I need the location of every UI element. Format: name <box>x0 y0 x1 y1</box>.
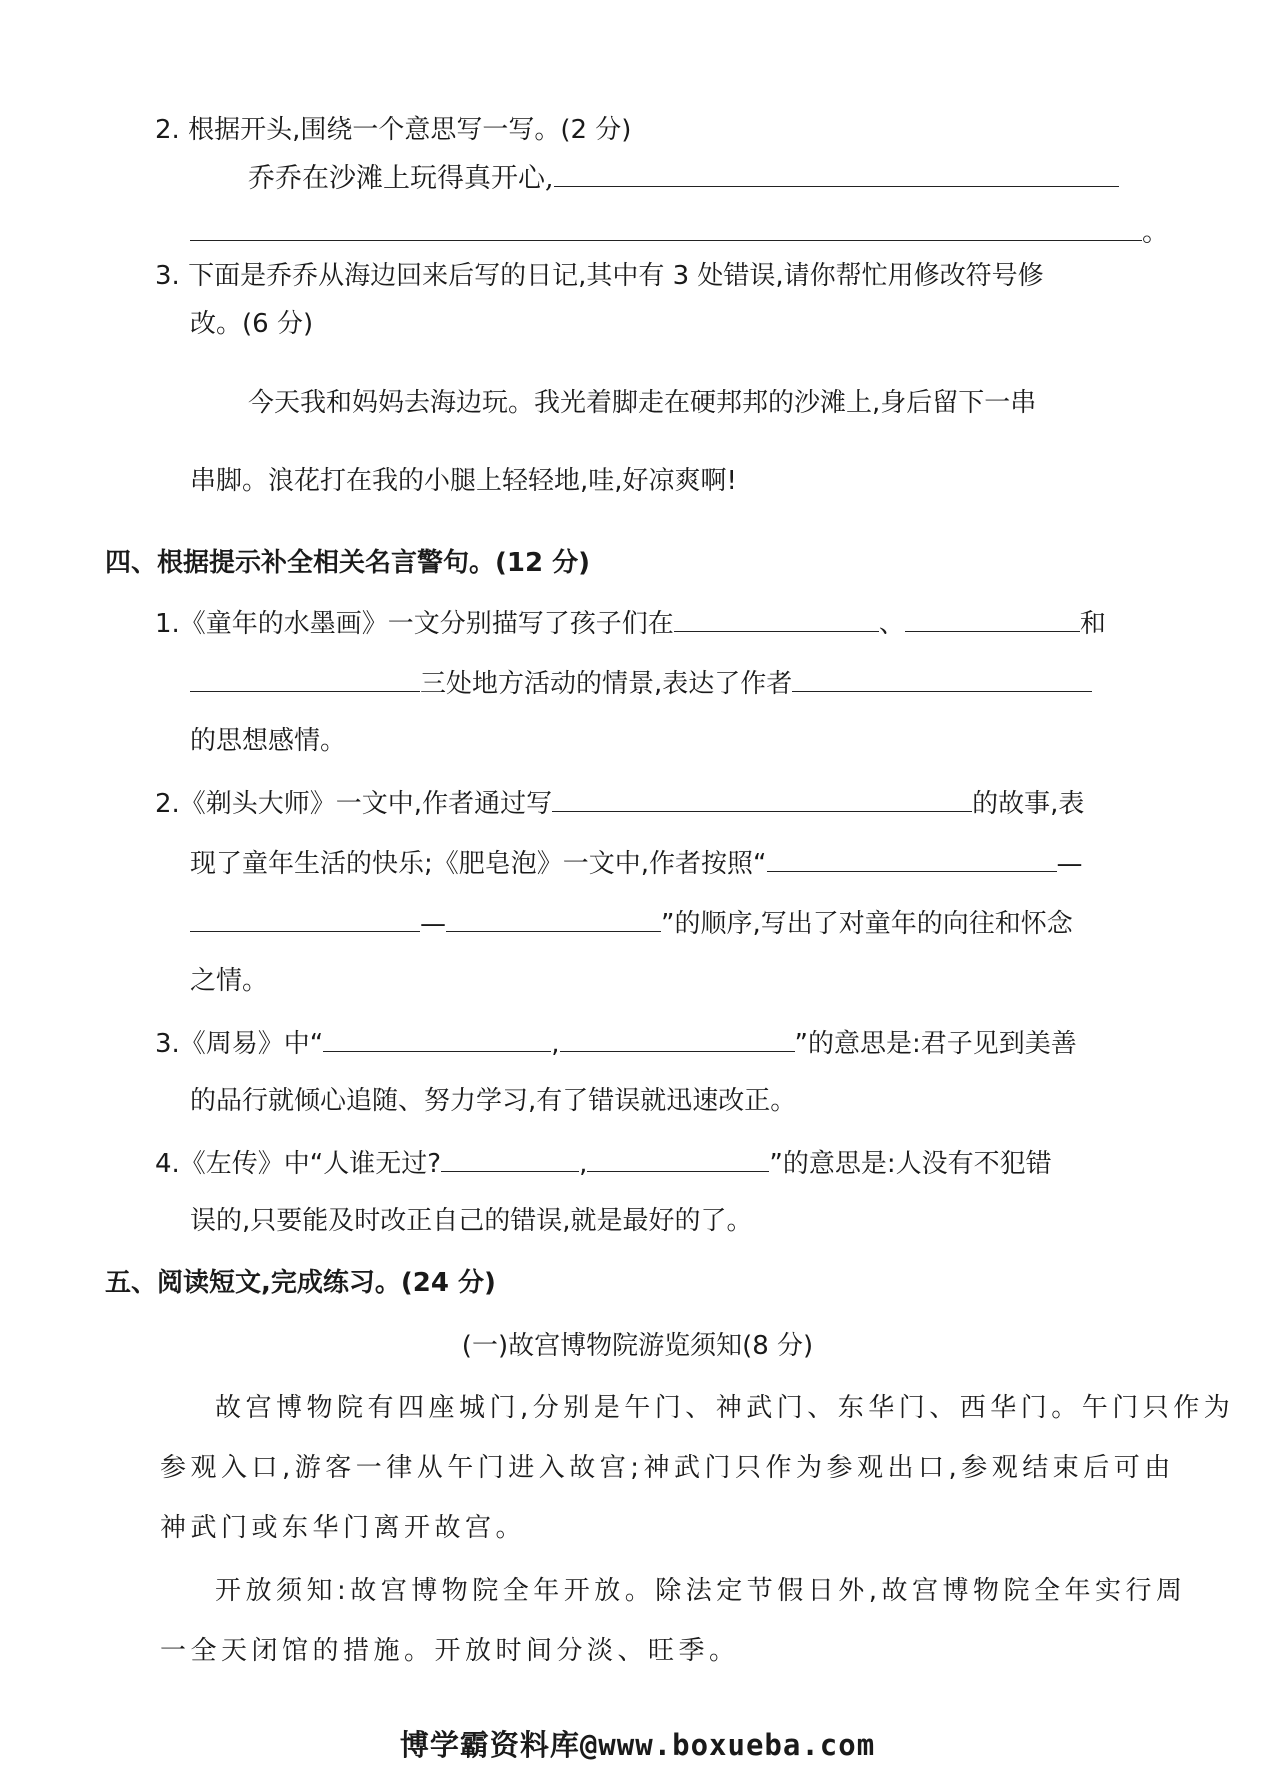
s4-q4-text-a: 4.《左传》中“人谁无过? <box>155 1149 442 1179</box>
q2-answer-blank-1[interactable] <box>554 158 1119 187</box>
reading-p1-line1: 故宫博物院有四座城门,分别是午门、神武门、东华门、西华门。午门只作为 <box>215 1393 1235 1423</box>
s4-q1-line3: 的思想感情。 <box>190 726 347 756</box>
reading-p2-line2: 一全天闭馆的措施。开放时间分淡、旺季。 <box>160 1636 740 1666</box>
watermark: 博学霸资料库@www.boxueba.com <box>399 1728 876 1762</box>
s4-q2-blank-1[interactable] <box>552 783 972 812</box>
s4-q2-text-b: 的故事,表 <box>972 789 1085 819</box>
q3-title-2: 改。(6 分) <box>190 309 314 339</box>
s4-q3-blank-1[interactable] <box>323 1023 551 1052</box>
q2-prompt: 乔乔在沙滩上玩得真开心, <box>248 163 554 194</box>
section5-subtitle: (一)故宫博物院游览须知(8 分) <box>461 1331 814 1361</box>
s4-q3-line1 <box>155 1023 1077 1062</box>
s4-q4-line2: 误的,只要能及时改正自己的错误,就是最好的了。 <box>190 1206 753 1236</box>
section5-heading: 五、阅读短文,完成练习。(24 分) <box>105 1268 496 1298</box>
s4-q2-line3 <box>190 903 1073 942</box>
s4-q3-blank-2[interactable] <box>560 1023 795 1052</box>
s4-q1-line2 <box>190 663 1092 702</box>
s4-q4-text-b: , <box>579 1149 588 1179</box>
s4-q2-text-f: ”的顺序,写出了对童年的向往和怀念 <box>661 909 1073 939</box>
s4-q1-blank-2[interactable] <box>905 603 1080 632</box>
section4-heading: 四、根据提示补全相关名言警句。(12 分) <box>105 548 590 578</box>
s4-q2-text-c: 现了童年生活的快乐;《肥皂泡》一文中,作者按照“ <box>190 849 767 879</box>
s4-q1-text-c: 和 <box>1079 609 1106 639</box>
s4-q2-text-d: — <box>1056 849 1083 879</box>
s4-q3-text-c: ”的意思是:君子见到美善 <box>794 1029 1077 1059</box>
s4-q1-text-a: 1.《童年的水墨画》一文分别描写了孩子们在 <box>155 609 674 639</box>
s4-q2-text-a: 2.《剃头大师》一文中,作者通过写 <box>155 789 553 819</box>
s4-q1-blank-1[interactable] <box>674 603 879 632</box>
s4-q4-blank-2[interactable] <box>587 1143 769 1172</box>
q3-diary-1: 今天我和妈妈去海边玩。我光着脚走在硬邦邦的沙滩上,身后留下一串 <box>248 388 1037 418</box>
q2-end-line <box>190 212 1169 251</box>
s4-q2-text-e: — <box>420 909 446 939</box>
q2-end: 。 <box>1142 217 1169 248</box>
s4-q2-line4: 之情。 <box>190 966 269 996</box>
reading-p1-line2: 参观入口,游客一律从午门进入故宫;神武门只作为参观出口,参观结束后可由 <box>160 1453 1175 1483</box>
s4-q3-line2: 的品行就倾心追随、努力学习,有了错误就迅速改正。 <box>190 1086 797 1116</box>
q3-diary-2: 串脚。浪花打在我的小腿上轻轻地,哇,好凉爽啊! <box>190 466 737 496</box>
s4-q4-line1 <box>155 1143 1052 1182</box>
s4-q4-blank-1[interactable] <box>441 1143 579 1172</box>
s4-q4-text-c: ”的意思是:人没有不犯错 <box>769 1149 1052 1179</box>
q2-answer-blank-2[interactable] <box>190 212 1142 241</box>
s4-q2-line1 <box>155 783 1084 822</box>
q2-title: 2. 根据开头,围绕一个意思写一写。(2 分) <box>155 115 632 145</box>
reading-p2-line1: 开放须知:故宫博物院全年开放。除法定节假日外,故宫博物院全年实行周 <box>215 1576 1187 1606</box>
reading-p1-line3: 神武门或东华门离开故宫。 <box>160 1513 527 1543</box>
s4-q1-blank-3[interactable] <box>190 663 420 692</box>
s4-q2-blank-4[interactable] <box>446 903 661 932</box>
s4-q3-text-b: , <box>551 1029 560 1059</box>
s4-q2-line2 <box>190 843 1083 882</box>
q3-title-1: 3. 下面是乔乔从海边回来后写的日记,其中有 3 处错误,请你帮忙用修改符号修 <box>155 261 1044 291</box>
s4-q1-blank-4[interactable] <box>792 663 1092 692</box>
q2-prompt-line <box>248 158 1119 197</box>
s4-q3-text-a: 3.《周易》中“ <box>155 1029 324 1059</box>
s4-q1-line1 <box>155 603 1106 642</box>
s4-q1-text-d: 三处地方活动的情景,表达了作者 <box>420 669 793 699</box>
s4-q2-blank-3[interactable] <box>190 903 420 932</box>
s4-q1-text-b: 、 <box>878 609 905 639</box>
s4-q2-blank-2[interactable] <box>767 843 1057 872</box>
